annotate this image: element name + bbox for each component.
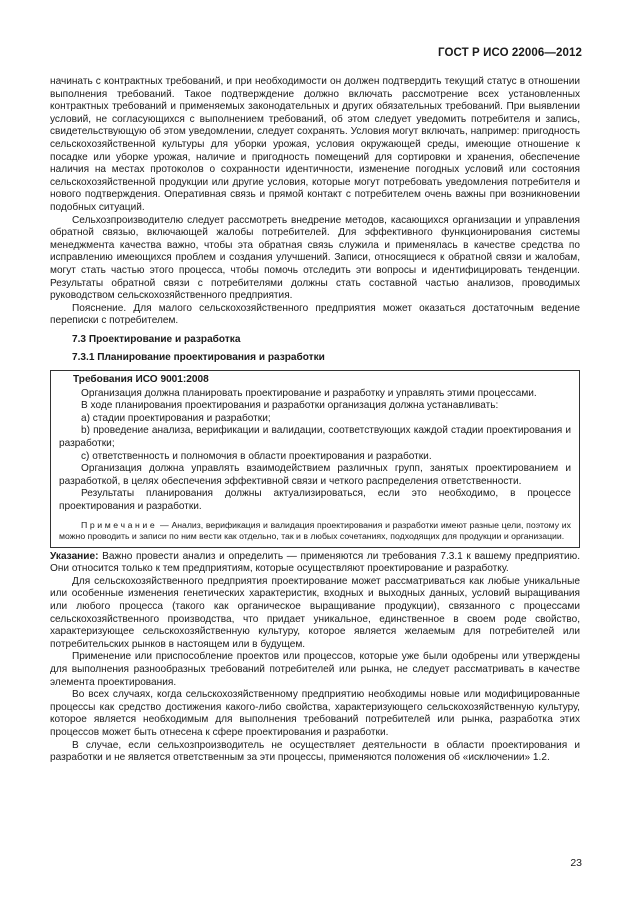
- paragraph: начинать с контрактных требований, и при необходимости он должен подтвердить текущий статус в отношении выполнения требований. Такое подтверждение должно включать рассмотрение всех установленных контрактных требований и применяемых законодательных и других обязательных требований. При выявлении условий, не согласующихся с выполнением требований, об этом следует уведомить потребителя и запись, свидетельствующую об этом уведомлении, следует сохранять. Условия могут включать, например: пригодность сельскохозяйственной культуры для уборки урожая, условия окружающей среды, имеющие отношение к посадке или уборке урожая, наличие и пригодность помещений для сортировки и хранения, обеспечение наличия на местах протоколов о сохранности идентичности, изменение погодных условий или состояния сельскохозяйственной продукции или другие условия, которые могут потребовать уведомления потребителя и нового подтверждения. Оперативная связь и прямой контакт с потребителем очень важны при возникновении подобных ситуаций.: [50, 76, 580, 213]
- box-paragraph: Организация должна планировать проектирование и разработку и управлять этими процессами.: [81, 387, 537, 399]
- guidance-paragraph: [50, 551, 580, 576]
- guidance-text: Важно провести анализ и определить — применяются ли требования 7.3.1 к вашему предприятию. Они относится только к тем предприятиям, которые осуществляют проектирование и разработку.: [50, 550, 580, 575]
- paragraph: Во всех случаях, когда сельскохозяйственному предприятию необходимы новые или модифицированные процессы как средство достижения какого-либо свойства, характеризующего сельскохозяйственную культуру, которое является необходимым для выполнения требований потребителей или рынка, разработка этих процессов может быть отнесена к сфере проектирования и разработки.: [50, 689, 580, 738]
- box-list-item: a) стадии проектирования и разработки;: [81, 412, 271, 424]
- paragraph: Пояснение. Для малого сельскохозяйственного предприятия может оказаться достаточным ведение переписки с потребителем.: [50, 302, 580, 327]
- paragraph: Применение или приспособление проектов или процессов, которые уже были одобрены или утверждены для выполнения разнообразных требований потребителей или рынка, не следует рассматривать в качестве элемента проектирования.: [50, 651, 580, 688]
- box-paragraph: Организация должна управлять взаимодействием различных групп, занятых проектированием и разработкой, в целях обеспечения эффективной связи и четкого распределения ответственности.: [59, 463, 571, 487]
- note-text: — Анализ, верификация и валидация проектирования и разработки имеют разные цели, поэтому их можно проводить и записи по ним вести как отдельно, так и в любых сочетаниях, подходящих для продукции и организации.: [59, 519, 571, 541]
- box-paragraph: Результаты планирования должны актуализироваться, если это необходимо, в процессе проектирования и разработки.: [59, 488, 571, 512]
- standard-header: ГОСТ Р ИСО 22006—2012: [437, 47, 582, 59]
- box-paragraph: В ходе планирования проектирования и разработки организация должна устанавливать:: [81, 400, 499, 412]
- box-list-item: c) ответственность и полномочия в области проектирования и разработки.: [81, 450, 432, 462]
- box-title: Требования ИСО 9001:2008: [73, 374, 209, 386]
- requirements-box: [50, 370, 580, 548]
- paragraph: Сельхозпроизводителю следует рассмотреть внедрение методов, касающихся организации и управления обратной связью, включающей жалобы потребителей. Для эффективного функционирования системы менеджмента качества важно, чтобы эта обратная связь служила и применялась в качестве средства по исправлению имеющихся проблем и создания улучшений. Записи, относящиеся к обратной связи и жалобам, могут стать частью этого процесса, чтобы помочь отследить эти вопросы и идентифицировать тенденции. Результаты обратной связи с потребителями должны стать составной частью анализов, проводимых руководством сельскохозяйственного предприятия.: [50, 214, 580, 302]
- box-list-item: b) проведение анализа, верификации и валидации, соответствующих каждой стадии проектирования и разработки;: [59, 425, 571, 450]
- page-content: [50, 76, 580, 765]
- guidance-label: Указание:: [50, 550, 99, 562]
- note-label: Примечание: [81, 519, 158, 530]
- box-note: [59, 520, 571, 542]
- page-number: 23: [570, 857, 582, 869]
- paragraph: Для сельскохозяйственного предприятия проектирование может рассматриваться как любые уникальные или особенные изменения генетических характеристик, входных и выходных данных, условий выращивания или любого процесса (такого как органическое выращивание продукции), связанного с процессами сельскохозяйственного производства, что придает уникальное, единственное в своем роде свойство, характеризующее сельскохозяйственную культуру, которое является желаемым для потребителей или потребительских рынков в настоящем или в будущем.: [50, 575, 580, 650]
- section-heading-7-3: 7.3 Проектирование и разработка: [72, 333, 241, 345]
- paragraph: В случае, если сельхозпроизводитель не осуществляет деятельности в области проектирования и разработки и не является ответственным за эти процессы, применяются положения об «исключении» 1.2.: [50, 739, 580, 764]
- section-heading-7-3-1: 7.3.1 Планирование проектирования и разработки: [72, 352, 325, 364]
